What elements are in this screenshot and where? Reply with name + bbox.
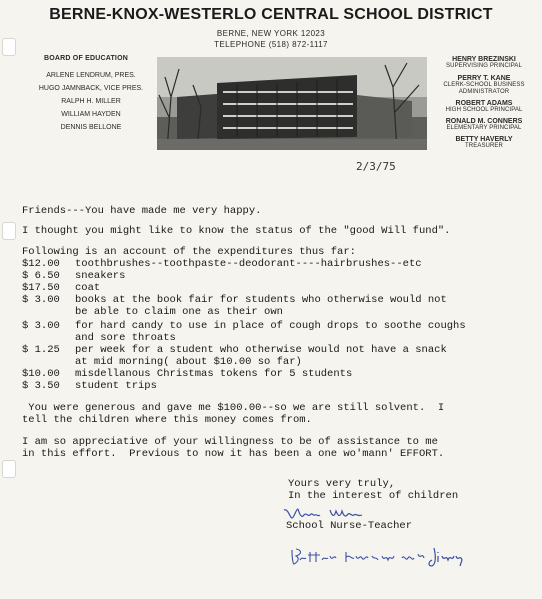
staff-title: HIGH SCHOOL PRINCIPAL	[445, 107, 523, 113]
staff-entry	[428, 56, 540, 70]
expense-description: toothbrushes--toothpaste--deodorant----hairbrushes--etc	[75, 258, 422, 270]
expense-amount: $10.00	[22, 368, 60, 380]
staff-name: HENRY BREZINSKI	[452, 56, 516, 63]
expense-description: misdellanous Christmas tokens for 5 students	[75, 368, 353, 380]
staff-name: RONALD M. CONNERS	[445, 118, 523, 125]
staff-entry	[428, 75, 540, 96]
signer-title: School Nurse-Teacher	[286, 520, 413, 532]
expense-description: coat	[75, 282, 101, 294]
staff-title: ELEMENTARY PRINCIPAL	[446, 125, 522, 131]
expense-description: student trips	[75, 380, 157, 392]
staff-entry	[428, 118, 540, 132]
expense-description: be able to claim one as their own	[75, 306, 283, 318]
district-name: BERNE-KNOX-WESTERLO CENTRAL SCHOOL DISTRICT	[49, 6, 493, 23]
board-member: HUGO JAMNBACK, VICE PRES.	[38, 85, 144, 92]
staff-name: BETTY HAVERLY	[455, 136, 513, 143]
expense-amount: $12.00	[22, 258, 60, 270]
expense-amount: $ 6.50	[22, 270, 60, 282]
expense-description: and sore throats	[75, 332, 176, 344]
board-member: ARLENE LENDRUM, PRES.	[46, 72, 136, 79]
expense-description: sneakers	[75, 270, 126, 282]
expense-amount: $ 3.00	[22, 320, 60, 332]
expense-amount: $ 1.25	[22, 344, 60, 356]
staff-title: TREASURER	[465, 143, 503, 149]
closing-line: Yours very truly,	[288, 478, 396, 490]
expense-description: books at the book fair for students who otherwise would not	[75, 294, 447, 306]
binder-hole	[2, 222, 16, 240]
board-member: RALPH H. MILLER	[61, 98, 121, 105]
staff-entry	[428, 100, 540, 114]
paragraph-line: tell the children where this money comes from.	[22, 414, 312, 426]
expense-amount: $ 3.50	[22, 380, 60, 392]
intro-line: I thought you might like to know the status of the "good Will fund".	[22, 225, 451, 237]
greeting: Friends---You have made me very happy.	[22, 205, 262, 217]
district-address: BERNE, NEW YORK 12023	[216, 29, 326, 38]
expense-amount: $ 3.00	[22, 294, 60, 306]
board-member: WILLIAM HAYDEN	[61, 111, 121, 118]
staff-name: PERRY T. KANE	[457, 75, 511, 82]
staff-title: SUPERVISING PRINCIPAL	[446, 63, 522, 69]
staff-title: CLERK-SCHOOL BUSINESS ADMINISTRATOR	[443, 82, 525, 95]
board-heading: BOARD OF EDUCATION	[44, 55, 128, 62]
binder-hole	[2, 460, 16, 478]
closing-line: In the interest of children	[288, 490, 459, 502]
account-heading: Following is an account of the expenditures thus far:	[22, 246, 356, 258]
expense-description: for hard candy to use in place of cough drops to soothe coughs	[75, 320, 466, 332]
district-telephone: TELEPHONE (518) 872-1117	[214, 40, 328, 49]
expense-description: per week for a student who otherwise would not have a snack	[75, 344, 447, 356]
paragraph-line: You were generous and gave me $100.00--so we are still solvent. I	[22, 402, 445, 414]
school-building-photo	[157, 57, 427, 150]
handwritten-note	[288, 544, 468, 568]
expense-amount: $17.50	[22, 282, 60, 294]
staff-entry	[428, 136, 540, 150]
expense-description: at mid morning( about $10.00 so far)	[75, 356, 302, 368]
letter-date: 2/3/75	[356, 160, 396, 173]
paragraph-line: I am so appreciative of your willingness to be of assistance to me	[22, 436, 438, 448]
board-member: DENNIS BELLONE	[60, 124, 122, 131]
staff-name: ROBERT ADAMS	[455, 100, 513, 107]
paragraph-line: in this effort. Previous to now it has been a one wo'mann' EFFORT.	[22, 448, 445, 460]
